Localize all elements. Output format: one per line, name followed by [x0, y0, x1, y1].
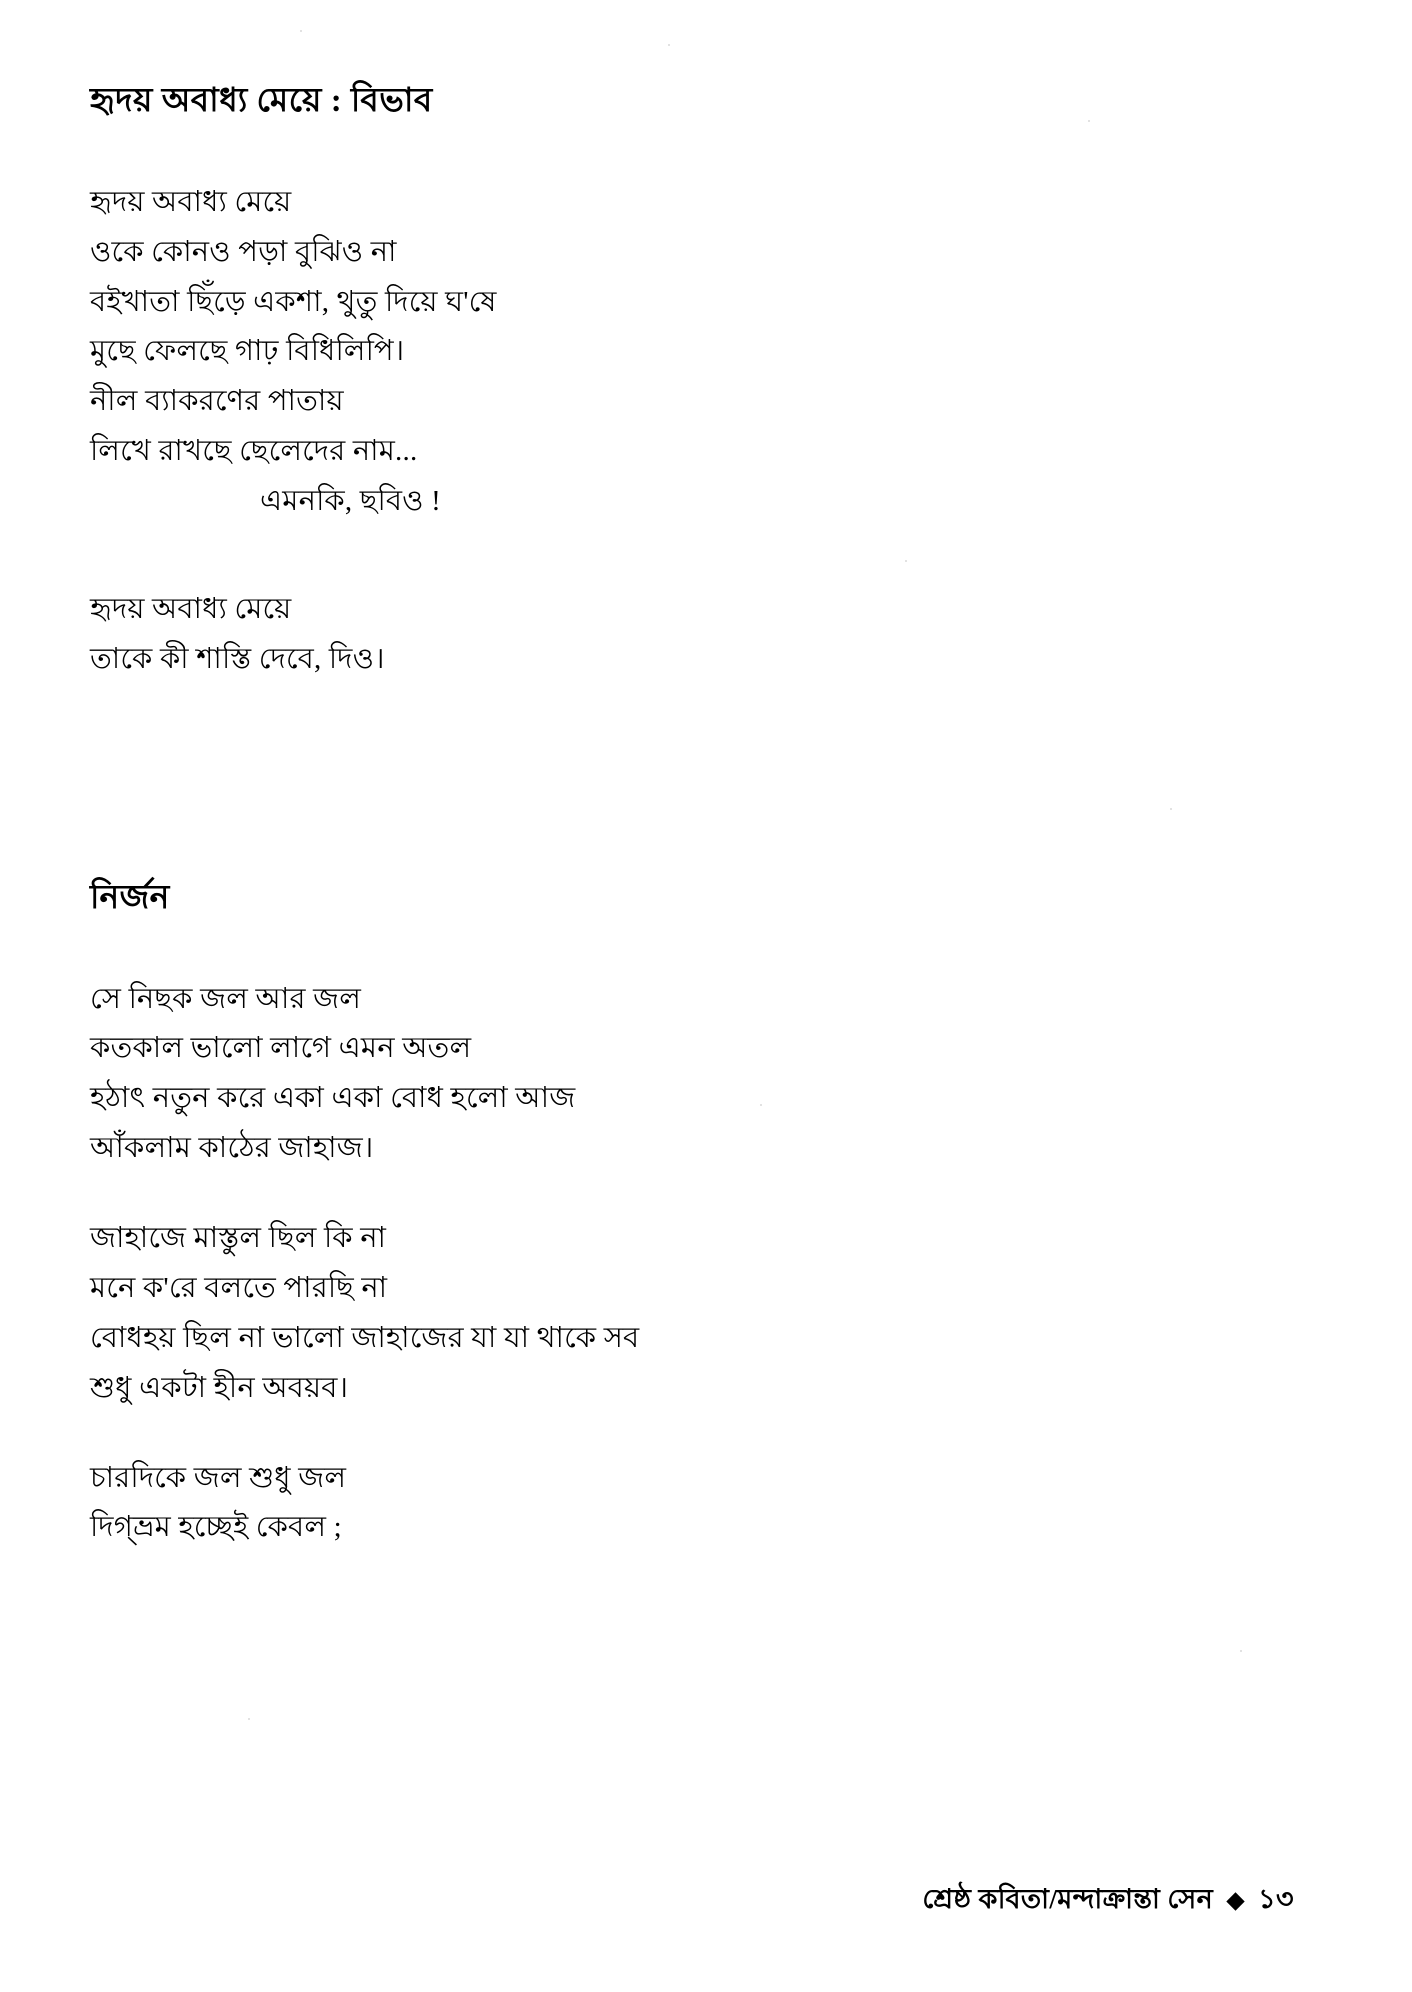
- stanza: [90, 1454, 1280, 1554]
- poem-line: মনে ক'রে বলতে পারছি না: [90, 1271, 388, 1304]
- page-footer: [922, 1879, 1294, 1924]
- scan-speck: [300, 30, 302, 32]
- scan-speck: [1170, 808, 1172, 810]
- poem-line: নীল ব্যাকরণের পাতায়: [90, 385, 344, 418]
- stanza: [90, 1214, 1280, 1414]
- poem-line: হৃদয় অবাধ্য মেয়ে: [90, 185, 292, 218]
- poem-body-1: [90, 178, 1280, 685]
- poem-line: জাহাজে মাস্তুল ছিল কি না: [90, 1222, 387, 1255]
- scan-speck: [668, 44, 670, 46]
- poem-body-2: [90, 975, 1280, 1554]
- scan-speck: [1088, 120, 1090, 122]
- poem-title-1: হৃদয় অবাধ্য মেয়ে : বিভাব: [90, 83, 433, 119]
- poem-line: মুছে ফেলছে গাঢ় বিধিলিপি।: [90, 335, 405, 368]
- poem-line: দিগ্‌ভ্রম হচ্ছেই কেবল ;: [90, 1511, 342, 1544]
- footer-book-title: শ্রেষ্ঠ কবিতা/মন্দাক্রান্তা সেন: [922, 1884, 1214, 1914]
- poem-line: হঠাৎ নতুন করে একা একা বোধ হলো আজ: [90, 1082, 576, 1115]
- poem-line: আঁকলাম কাঠের জাহাজ।: [90, 1132, 374, 1165]
- poem-block-2: [90, 875, 1280, 1554]
- page-number: ১৩: [1258, 1884, 1294, 1914]
- scan-speck: [248, 1718, 250, 1720]
- poem-line: সে নিছক জল আর জল: [90, 982, 362, 1015]
- stanza-spacer: [90, 567, 1280, 585]
- diamond-bullet-icon: [1226, 1892, 1244, 1910]
- stanza: [90, 178, 1280, 527]
- poem-line: হৃদয় অবাধ্য মেয়ে: [90, 592, 292, 625]
- poem-line: শুধু একটা হীন অবয়ব।: [90, 1371, 349, 1404]
- poem-line: ওকে কোনও পড়া বুঝিও না: [90, 235, 397, 268]
- scan-speck: [1240, 1650, 1242, 1652]
- poem-title-2: নির্জন: [90, 879, 170, 916]
- poem-line: চারদিকে জল শুধু জল: [90, 1461, 347, 1494]
- poem-block-1: [90, 78, 1280, 685]
- page-content: [90, 78, 1280, 1593]
- poem-line: লিখে রাখছে ছেলেদের নাম...: [90, 435, 418, 468]
- poem-line-indented: এমনকি, ছবিও !: [260, 485, 442, 518]
- stanza: [90, 975, 1280, 1175]
- poem-line: বইখাতা ছিঁড়ে একশা, থুতু দিয়ে ঘ'ষে: [90, 285, 497, 318]
- poem-line: কতকাল ভালো লাগে এমন অতল: [90, 1032, 472, 1065]
- poem-line: তাকে কী শাস্তি দেবে, দিও।: [90, 642, 385, 675]
- scan-speck: [760, 1104, 762, 1106]
- poem-spacer: [90, 725, 1280, 875]
- stanza: [90, 585, 1280, 685]
- poem-line: বোধহয় ছিল না ভালো জাহাজের যা যা থাকে সব: [90, 1321, 640, 1354]
- scan-speck: [905, 560, 907, 562]
